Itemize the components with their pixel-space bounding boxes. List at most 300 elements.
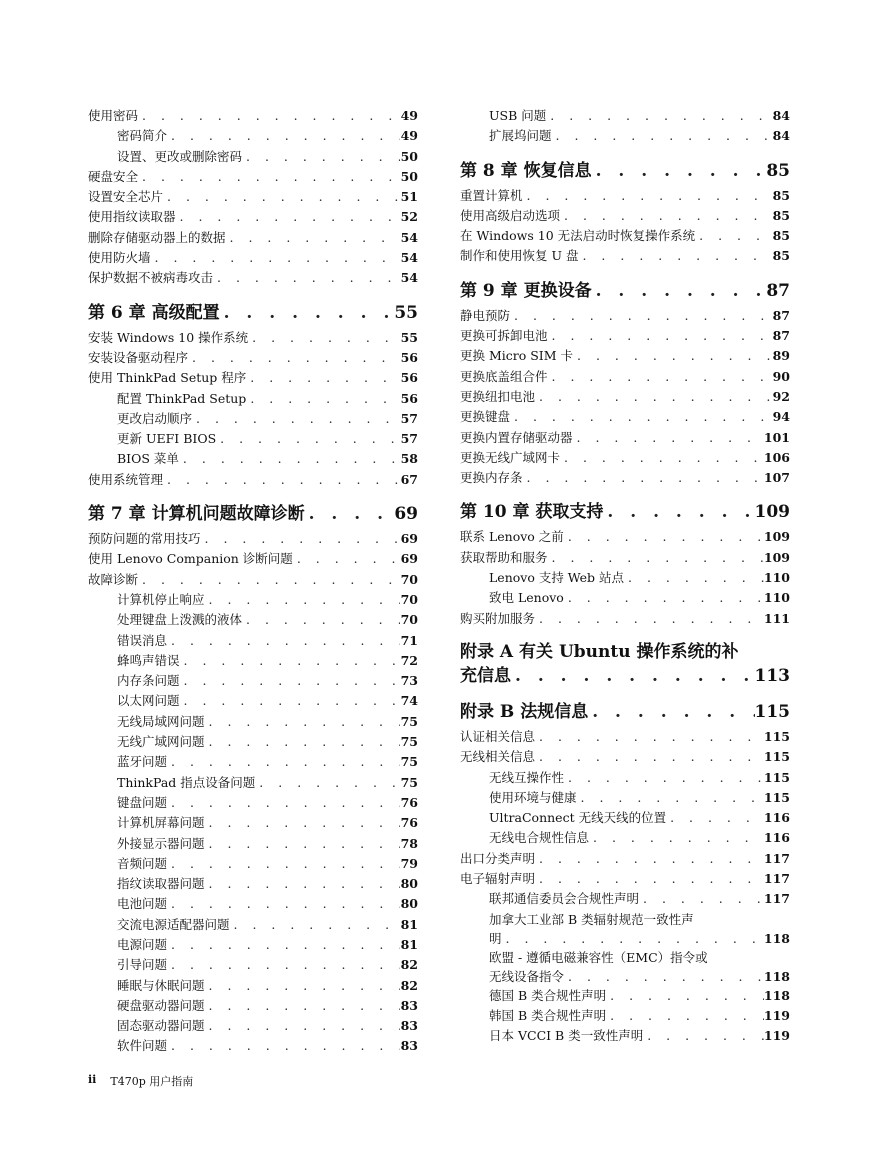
toc-entry-title: 删除存储驱动器上的数据 bbox=[88, 229, 226, 245]
dot-leader bbox=[643, 1026, 764, 1046]
toc-entry[interactable] bbox=[460, 428, 790, 448]
dot-leader bbox=[167, 894, 400, 914]
toc-page-number: 54 bbox=[400, 229, 418, 245]
toc-entry[interactable] bbox=[460, 448, 790, 468]
toc-chapter-appendix-a[interactable]: 附录 A 有关 Ubuntu 操作系统的补 充信息 . . . 113 bbox=[460, 640, 790, 688]
toc-entry-title: 计算机屏幕问题 bbox=[117, 815, 205, 831]
toc-page-number: 115 bbox=[754, 701, 790, 722]
toc-entry[interactable] bbox=[460, 727, 790, 747]
toc-entry-title: 密码简介 bbox=[117, 128, 168, 144]
toc-page-number: 110 bbox=[763, 590, 790, 606]
toc-entry-title: 更换可拆卸电池 bbox=[460, 328, 548, 344]
dot-leader bbox=[624, 568, 764, 588]
toc-entry-title: 硬盘驱动器问题 bbox=[117, 997, 205, 1013]
toc-entry[interactable] bbox=[88, 955, 418, 975]
toc-entry[interactable] bbox=[88, 228, 418, 248]
dot-leader bbox=[213, 268, 400, 288]
toc-entry-title: 蓝牙问题 bbox=[117, 754, 168, 770]
toc-page-number: 51 bbox=[400, 189, 418, 205]
toc-entry-title: 软件问题 bbox=[117, 1038, 168, 1054]
toc-page-number: 81 bbox=[400, 936, 418, 952]
toc-entry-title: 无线相关信息 bbox=[460, 749, 536, 765]
toc-entry[interactable] bbox=[88, 207, 418, 227]
page-footer bbox=[88, 1073, 193, 1089]
toc-page-number: 117 bbox=[763, 850, 790, 866]
dot-leader bbox=[548, 326, 772, 346]
toc-page-number: 87 bbox=[772, 307, 790, 323]
toc-chapter[interactable] bbox=[460, 497, 790, 527]
toc-entry[interactable] bbox=[88, 549, 418, 569]
toc-entry-title: 更改启动顺序 bbox=[117, 410, 193, 426]
toc-page-number: 78 bbox=[400, 835, 418, 851]
toc-entry[interactable] bbox=[460, 986, 790, 1006]
toc-entry-title: 保护数据不被病毒攻击 bbox=[88, 270, 214, 286]
dot-leader bbox=[167, 793, 400, 813]
toc-entry[interactable] bbox=[460, 1006, 790, 1026]
dot-leader bbox=[138, 570, 400, 590]
toc-entry-title: 无线互操作性 bbox=[489, 769, 565, 785]
toc-page-number: 75 bbox=[400, 713, 418, 729]
dot-leader bbox=[523, 468, 764, 488]
toc-page-number: 115 bbox=[763, 749, 790, 765]
dot-leader bbox=[293, 549, 400, 569]
toc-entry-title: 联邦通信委员会合规性声明 bbox=[489, 891, 640, 907]
toc-entry[interactable] bbox=[460, 246, 790, 266]
dot-leader bbox=[138, 106, 400, 126]
toc-entry[interactable] bbox=[460, 548, 790, 568]
toc-page-number: 118 bbox=[763, 987, 790, 1003]
dot-leader bbox=[180, 691, 400, 711]
toc-entry[interactable] bbox=[88, 248, 418, 268]
toc-entry-title: 安装设备驱动程序 bbox=[88, 349, 189, 365]
toc-entry-title: 引导问题 bbox=[117, 957, 168, 973]
toc-right-column bbox=[460, 106, 790, 1047]
toc-page-number: 57 bbox=[400, 431, 418, 447]
toc-entry[interactable] bbox=[88, 651, 418, 671]
dot-leader bbox=[589, 828, 764, 848]
toc-entry[interactable] bbox=[88, 854, 418, 874]
toc-page-number: 85 bbox=[772, 187, 790, 203]
toc-entry-title: 睡眠与休眠问题 bbox=[117, 977, 205, 993]
toc-entry[interactable] bbox=[88, 894, 418, 914]
toc-entry-title: 更换键盘 bbox=[460, 409, 511, 425]
page-number: ii bbox=[88, 1073, 97, 1086]
toc-entry[interactable] bbox=[460, 788, 790, 808]
toc-entry-title: 电源问题 bbox=[117, 936, 168, 952]
toc-entry-title: 故障诊断 bbox=[88, 571, 139, 587]
toc-entry-title: 使用 ThinkPad Setup 程序 bbox=[88, 370, 247, 386]
toc-entry-title: 联系 Lenovo 之前 bbox=[460, 529, 564, 545]
toc-entry-title: USB 问题 bbox=[489, 108, 547, 123]
toc-page-number: 67 bbox=[400, 471, 418, 487]
toc-entry-title: 计算机停止响应 bbox=[117, 591, 205, 607]
dot-leader bbox=[510, 306, 772, 326]
dot-leader bbox=[138, 167, 400, 187]
toc-entry-title: 预防问题的常用技巧 bbox=[88, 531, 201, 547]
toc-page-number: 109 bbox=[763, 549, 790, 565]
dot-leader bbox=[226, 228, 400, 248]
toc-page-number: 70 bbox=[400, 571, 418, 587]
dot-leader bbox=[695, 226, 772, 246]
toc-entry[interactable] bbox=[88, 712, 418, 732]
dot-leader bbox=[192, 409, 400, 429]
toc-page-number: 89 bbox=[772, 348, 790, 364]
toc-page-number: 54 bbox=[400, 250, 418, 266]
toc-chapter[interactable] bbox=[88, 499, 418, 529]
toc-entry-title: 第 8 章 恢复信息 bbox=[460, 160, 592, 181]
dot-leader bbox=[592, 276, 767, 306]
toc-entry-title: 第 10 章 获取支持 bbox=[460, 502, 604, 523]
dot-leader bbox=[573, 428, 764, 448]
dot-leader bbox=[201, 529, 400, 549]
dot-leader bbox=[205, 590, 400, 610]
toc-page-number: 79 bbox=[400, 855, 418, 871]
toc-entry[interactable] bbox=[88, 793, 418, 813]
toc-entry-title: 出口分类声明 bbox=[460, 850, 536, 866]
toc-page-number: 52 bbox=[400, 209, 418, 225]
toc-entry[interactable] bbox=[88, 187, 418, 207]
dot-leader bbox=[205, 996, 400, 1016]
toc-entry-title: 使用 Lenovo Companion 诊断问题 bbox=[88, 551, 293, 567]
toc-page-number: 50 bbox=[400, 168, 418, 184]
toc-entry[interactable] bbox=[460, 407, 790, 427]
toc-entry-title: 第 7 章 计算机问题故障诊断 bbox=[88, 504, 305, 525]
toc-entry-title: 更换纽扣电池 bbox=[460, 388, 536, 404]
toc-entry-title: 使用密码 bbox=[88, 108, 139, 123]
toc-entry-title: 蜂鸣声错误 bbox=[117, 652, 180, 668]
dot-leader bbox=[167, 854, 400, 874]
toc-page-number: 107 bbox=[763, 470, 790, 486]
dot-leader bbox=[588, 697, 754, 727]
dot-leader bbox=[606, 1006, 764, 1026]
toc-page-number: 55 bbox=[400, 329, 418, 345]
toc-entry[interactable] bbox=[88, 732, 418, 752]
dot-leader bbox=[510, 407, 772, 427]
toc-entry-title: 电子辐射声明 bbox=[460, 871, 536, 887]
toc-left-column bbox=[88, 106, 418, 1057]
toc-entry-title: 更换内置存储驱动器 bbox=[460, 429, 573, 445]
document-title: T470p 用户指南 bbox=[110, 1075, 194, 1088]
toc-page-number: 80 bbox=[400, 896, 418, 912]
toc-entry[interactable] bbox=[460, 346, 790, 366]
toc-page-number: 80 bbox=[400, 876, 418, 892]
dot-leader bbox=[216, 429, 400, 449]
toc-page-number: 83 bbox=[400, 1038, 418, 1054]
toc-page-number: 57 bbox=[400, 410, 418, 426]
dot-leader bbox=[220, 298, 395, 328]
dot-leader bbox=[578, 246, 772, 266]
toc-entry-title: 使用环境与健康 bbox=[489, 789, 577, 805]
toc-entry[interactable] bbox=[460, 206, 790, 226]
dot-leader bbox=[552, 126, 772, 146]
dot-leader bbox=[151, 248, 400, 268]
dot-leader bbox=[242, 610, 400, 630]
toc-entry-title: 设置、更改或删除密码 bbox=[117, 148, 243, 164]
toc-entry[interactable] bbox=[88, 570, 418, 590]
dot-leader bbox=[167, 631, 400, 651]
toc-entry-title: 更换 Micro SIM 卡 bbox=[460, 348, 574, 364]
toc-page-number: 69 bbox=[400, 531, 418, 547]
toc-entry[interactable] bbox=[460, 226, 790, 246]
toc-entry-title: 交流电源适配器问题 bbox=[117, 916, 230, 932]
toc-entry-title: BIOS 菜单 bbox=[117, 451, 179, 467]
toc-entry[interactable] bbox=[88, 773, 418, 793]
toc-entry[interactable] bbox=[88, 106, 418, 126]
toc-entry-title: 购买附加服务 bbox=[460, 610, 536, 626]
toc-entry-title: 电池问题 bbox=[117, 896, 168, 912]
toc-entry-title: 使用指纹读取器 bbox=[88, 209, 176, 225]
dot-leader bbox=[564, 527, 764, 547]
toc-entry[interactable] bbox=[88, 126, 418, 146]
toc-page-number: 111 bbox=[763, 610, 790, 626]
toc-page-number: 85 bbox=[766, 160, 790, 181]
toc-entry-title: 更换底盖组合件 bbox=[460, 368, 548, 384]
toc-entry-title: 配置 ThinkPad Setup bbox=[117, 390, 247, 406]
toc-entry[interactable] bbox=[88, 834, 418, 854]
toc-entry[interactable] bbox=[460, 387, 790, 407]
dot-leader bbox=[564, 588, 764, 608]
dot-leader bbox=[205, 976, 400, 996]
dot-leader bbox=[639, 889, 764, 909]
dot-leader bbox=[255, 773, 400, 793]
toc-entry-title: 第 6 章 高级配置 bbox=[88, 302, 220, 323]
toc-entry-title: 音频问题 bbox=[117, 855, 168, 871]
toc-page-number: 116 bbox=[763, 810, 790, 826]
toc-page-number: 85 bbox=[772, 248, 790, 264]
toc-entry-title: Lenovo 支持 Web 站点 bbox=[489, 570, 625, 586]
toc-entry[interactable] bbox=[460, 106, 790, 126]
toc-entry-title: 获取帮助和服务 bbox=[460, 549, 548, 565]
toc-entry[interactable] bbox=[88, 1016, 418, 1036]
dot-leader bbox=[535, 747, 764, 767]
toc-entry[interactable] bbox=[460, 808, 790, 828]
toc-entry-title: 无线电合规性信息 bbox=[489, 830, 590, 846]
toc-entry[interactable] bbox=[460, 747, 790, 767]
toc-page-number: 85 bbox=[772, 207, 790, 223]
dot-leader bbox=[205, 834, 400, 854]
toc-page-number: 71 bbox=[400, 632, 418, 648]
toc-entry[interactable] bbox=[88, 529, 418, 549]
toc-entry[interactable] bbox=[88, 470, 418, 490]
toc-chapter[interactable] bbox=[460, 156, 790, 186]
dot-leader bbox=[205, 712, 400, 732]
toc-page-number: 87 bbox=[766, 280, 790, 301]
toc-entry[interactable] bbox=[460, 367, 790, 387]
toc-page-number: 109 bbox=[754, 502, 790, 523]
toc-page-number: 87 bbox=[772, 328, 790, 344]
toc-page-number: 83 bbox=[400, 997, 418, 1013]
toc-entry[interactable] bbox=[460, 849, 790, 869]
dot-leader bbox=[535, 869, 764, 889]
toc-entry[interactable] bbox=[88, 996, 418, 1016]
toc-entry[interactable] bbox=[460, 468, 790, 488]
dot-leader bbox=[179, 449, 400, 469]
toc-entry[interactable] bbox=[88, 328, 418, 348]
toc-entry-title: 固态驱动器问题 bbox=[117, 1018, 205, 1034]
dot-leader bbox=[560, 448, 764, 468]
toc-page-number: 69 bbox=[400, 551, 418, 567]
toc-entry[interactable] bbox=[460, 828, 790, 848]
toc-entry[interactable] bbox=[88, 671, 418, 691]
toc-entry[interactable] bbox=[88, 368, 418, 388]
toc-page-number: 119 bbox=[763, 1028, 790, 1044]
toc-entry[interactable] bbox=[460, 126, 790, 146]
dot-leader bbox=[167, 955, 400, 975]
toc-entry-title: 外接显示器问题 bbox=[117, 835, 205, 851]
dot-leader bbox=[246, 389, 400, 409]
dot-leader bbox=[180, 651, 400, 671]
dot-leader bbox=[246, 368, 400, 388]
toc-entry[interactable] bbox=[88, 813, 418, 833]
toc-entry-title: 韩国 B 类合规性声明 bbox=[489, 1007, 607, 1023]
dot-leader bbox=[305, 499, 395, 529]
toc-entry-title: 更新 UEFI BIOS bbox=[117, 431, 217, 447]
toc-chapter[interactable] bbox=[460, 276, 790, 306]
toc-page-number: 115 bbox=[763, 769, 790, 785]
dot-leader bbox=[163, 187, 400, 207]
dot-leader bbox=[535, 849, 764, 869]
toc-page-number: 90 bbox=[772, 368, 790, 384]
toc-entry-title: 致电 Lenovo bbox=[489, 590, 564, 606]
toc-entry-title: 德国 B 类合规性声明 bbox=[489, 987, 607, 1003]
toc-entry-title: 重置计算机 bbox=[460, 187, 523, 203]
toc-entry[interactable] bbox=[88, 449, 418, 469]
toc-page-number: 115 bbox=[763, 789, 790, 805]
toc-entry-title: 处理键盘上泼溅的液体 bbox=[117, 612, 243, 628]
toc-entry-title: 设置安全芯片 bbox=[88, 189, 164, 205]
toc-entry[interactable] bbox=[88, 631, 418, 651]
toc-page-number: 92 bbox=[772, 388, 790, 404]
toc-entry-title: 以太网问题 bbox=[117, 693, 180, 709]
toc-entry[interactable] bbox=[88, 268, 418, 288]
toc-entry[interactable] bbox=[88, 691, 418, 711]
toc-entry[interactable] bbox=[88, 915, 418, 935]
dot-leader bbox=[548, 367, 772, 387]
toc-page-number: 75 bbox=[400, 774, 418, 790]
toc-entry[interactable] bbox=[88, 147, 418, 167]
toc-entry[interactable] bbox=[88, 752, 418, 772]
dot-leader bbox=[606, 986, 764, 1006]
dot-leader bbox=[666, 808, 764, 828]
dot-leader bbox=[548, 548, 764, 568]
toc-entry[interactable] bbox=[460, 889, 790, 909]
toc-entry[interactable] bbox=[88, 590, 418, 610]
toc-page-number: 83 bbox=[400, 1018, 418, 1034]
dot-leader bbox=[564, 768, 764, 788]
toc-page-number: 56 bbox=[400, 390, 418, 406]
toc-entry-title: 静电预防 bbox=[460, 307, 511, 323]
toc-page-number: 85 bbox=[772, 228, 790, 244]
toc-page-number: 110 bbox=[763, 570, 790, 586]
toc-page-number: 74 bbox=[400, 693, 418, 709]
toc-entry[interactable] bbox=[460, 326, 790, 346]
toc-entry[interactable] bbox=[88, 348, 418, 368]
toc-entry[interactable] bbox=[460, 186, 790, 206]
toc-page-number: 49 bbox=[400, 128, 418, 144]
toc-entry-title: 认证相关信息 bbox=[460, 728, 536, 744]
toc-entry[interactable] bbox=[88, 429, 418, 449]
toc-page-number: 101 bbox=[763, 429, 790, 445]
toc-page-number: 69 bbox=[394, 504, 418, 525]
toc-entry[interactable] bbox=[88, 976, 418, 996]
toc-entry[interactable] bbox=[460, 609, 790, 629]
dot-leader bbox=[546, 106, 772, 126]
toc-entry-canada[interactable]: 加拿大工业部 B 类辐射规范一致性声 明 . . . 118 bbox=[460, 910, 790, 948]
toc-entry[interactable] bbox=[88, 167, 418, 187]
toc-entry-eu-emc[interactable]: 欧盟 - 遵循电磁兼容性（EMC）指令或 无线设备指令 . . . 118 bbox=[460, 948, 790, 986]
toc-chapter[interactable] bbox=[460, 697, 790, 727]
toc-page-number: 75 bbox=[400, 754, 418, 770]
toc-entry[interactable] bbox=[460, 527, 790, 547]
toc-page-number: 54 bbox=[400, 270, 418, 286]
toc-entry-title: 错误消息 bbox=[117, 632, 168, 648]
toc-page-number: 73 bbox=[400, 673, 418, 689]
toc-page-number: 56 bbox=[400, 370, 418, 386]
toc-entry-title: 使用高级启动选项 bbox=[460, 207, 561, 223]
toc-page-number: 109 bbox=[763, 529, 790, 545]
toc-entry-title: 无线局域网问题 bbox=[117, 713, 205, 729]
toc-entry[interactable] bbox=[88, 610, 418, 630]
toc-entry-title: 附录 B 法规信息 bbox=[460, 701, 589, 722]
toc-page-number: 94 bbox=[772, 409, 790, 425]
toc-entry[interactable] bbox=[460, 306, 790, 326]
dot-leader bbox=[205, 813, 400, 833]
dot-leader bbox=[167, 126, 400, 146]
dot-leader bbox=[603, 497, 754, 527]
toc-entry-title: 使用防火墙 bbox=[88, 250, 151, 266]
toc-entry[interactable] bbox=[88, 389, 418, 409]
toc-entry[interactable] bbox=[460, 588, 790, 608]
toc-page-number: 76 bbox=[400, 815, 418, 831]
toc-entry[interactable] bbox=[88, 874, 418, 894]
toc-entry-title: 日本 VCCI B 类一致性声明 bbox=[489, 1028, 644, 1044]
toc-page-number: 70 bbox=[400, 591, 418, 607]
toc-entry[interactable] bbox=[460, 568, 790, 588]
dot-leader bbox=[535, 727, 764, 747]
toc-page-number: 50 bbox=[400, 148, 418, 164]
dot-leader bbox=[205, 874, 400, 894]
toc-page-number: 55 bbox=[394, 302, 418, 323]
toc-entry-title: 键盘问题 bbox=[117, 794, 168, 810]
dot-leader bbox=[163, 470, 400, 490]
toc-page-number: 70 bbox=[400, 612, 418, 628]
toc-chapter[interactable] bbox=[88, 298, 418, 328]
dot-leader bbox=[188, 348, 400, 368]
toc-entry-title: 使用系统管理 bbox=[88, 471, 164, 487]
toc-entry-title: 更换无线广域网卡 bbox=[460, 449, 561, 465]
dot-leader bbox=[167, 1036, 400, 1056]
toc-entry[interactable] bbox=[460, 1026, 790, 1046]
toc-entry-title: 更换内存条 bbox=[460, 470, 523, 486]
dot-leader bbox=[167, 752, 400, 772]
dot-leader bbox=[242, 147, 400, 167]
toc-entry-title: 无线广域网问题 bbox=[117, 734, 205, 750]
toc-page-number: 58 bbox=[400, 451, 418, 467]
toc-entry[interactable] bbox=[460, 869, 790, 889]
toc-page-number: 56 bbox=[400, 349, 418, 365]
toc-entry-title: UltraConnect 无线天线的位置 bbox=[489, 810, 667, 826]
toc-entry-title: 安装 Windows 10 操作系统 bbox=[88, 329, 249, 345]
dot-leader bbox=[167, 935, 400, 955]
toc-entry[interactable] bbox=[88, 1036, 418, 1056]
dot-leader bbox=[230, 915, 400, 935]
toc-page-number: 81 bbox=[400, 916, 418, 932]
toc-page-number: 82 bbox=[400, 977, 418, 993]
toc-entry[interactable] bbox=[88, 935, 418, 955]
toc-entry-title: 硬盘安全 bbox=[88, 168, 139, 184]
toc-entry[interactable] bbox=[460, 768, 790, 788]
toc-entry[interactable] bbox=[88, 409, 418, 429]
